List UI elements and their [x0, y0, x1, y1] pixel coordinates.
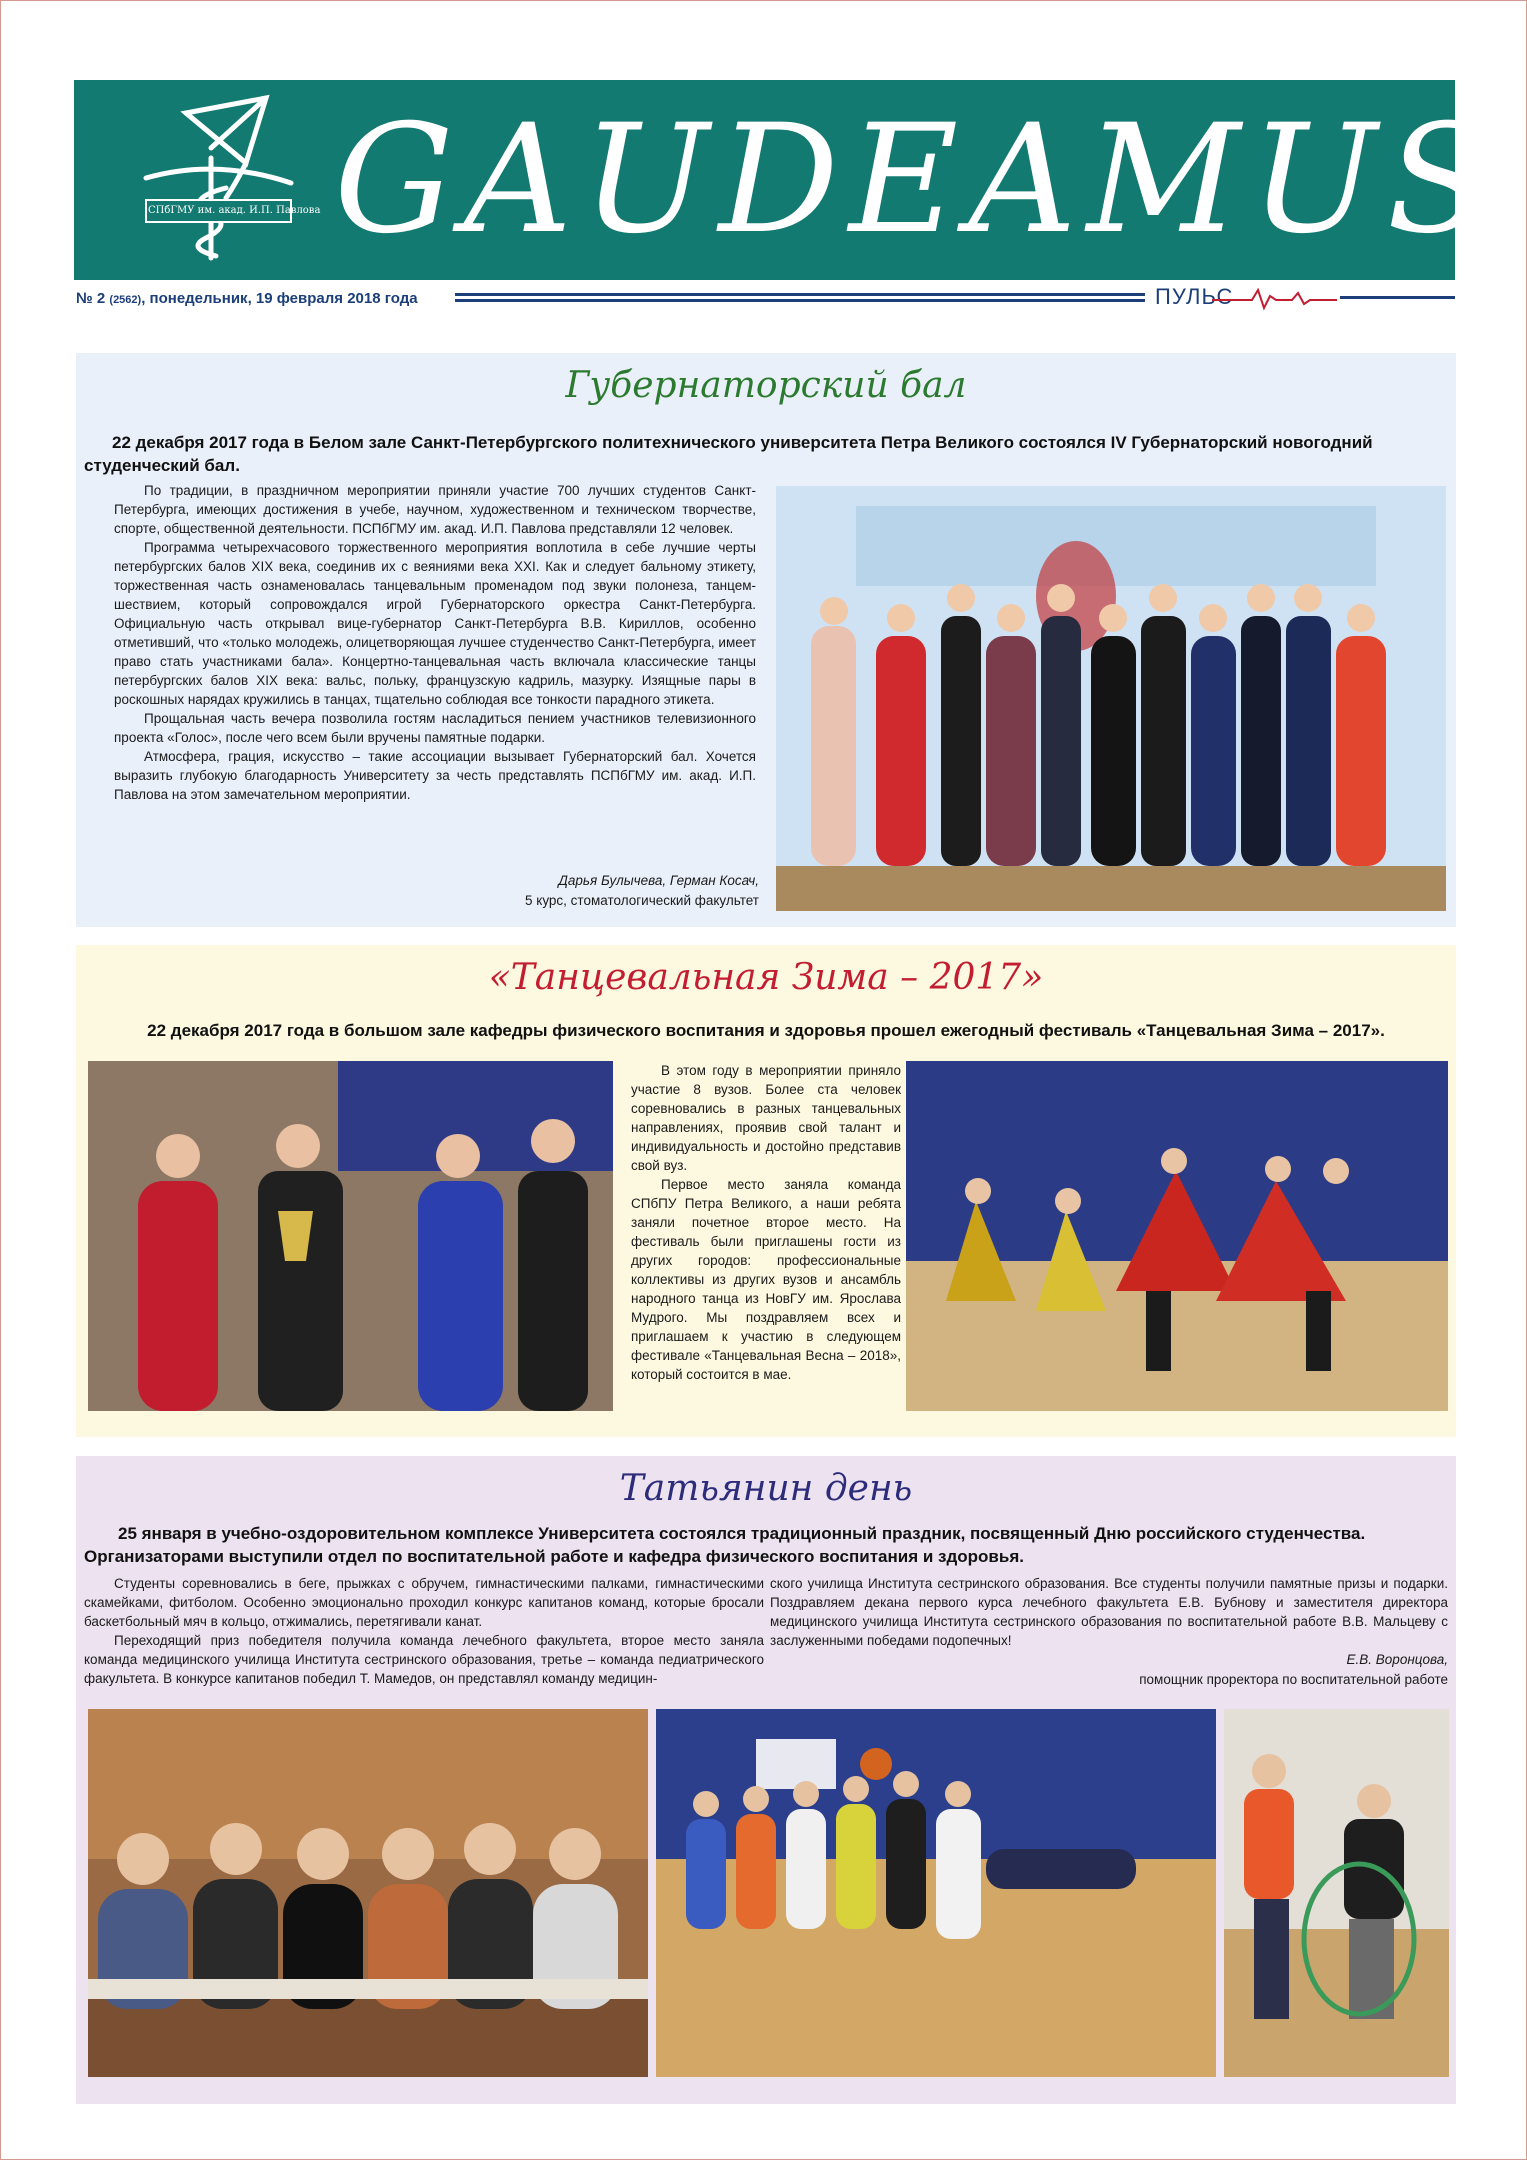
- photo-hoop-race: [1224, 1709, 1449, 2077]
- article-body: [114, 481, 756, 804]
- article-title: «Танцевальная Зима – 2017»: [488, 957, 1044, 998]
- article-body-col2: [770, 1574, 1448, 1650]
- paragraph: Первое место заняла команда СПбПУ Петра Великого, а наши ребята заняли почетное второе место. На фестиваль были приглашены гости из других городов: профессиональные коллективы из других вузов и ансамбль народного танца из НовГУ им. Ярослава Мудрого. Мы поздравляем всех и приглашаем к участию в следующем фестивале «Танцевальная Весна – 2018», который состоится в мае.: [631, 1177, 901, 1382]
- author-info: 5 курс, стоматологический факультет: [525, 893, 759, 908]
- article-dance-winter: [76, 945, 1456, 1437]
- article-byline: [876, 1650, 1448, 1690]
- header-rule-right: [1340, 296, 1455, 299]
- article-body: [631, 1061, 901, 1384]
- photo-gym-game: [656, 1709, 1216, 2077]
- photo-illustration: [88, 1061, 613, 1411]
- paragraph: Прощальная часть вечера позволила гостям насладиться пением участников телевизионного проекта «Голос», после чего всем были вручены памятные подарки.: [114, 711, 756, 745]
- article-title: Татьянин день: [619, 1468, 913, 1509]
- paragraph: Студенты соревновались в беге, прыжках с обручем, гимнастическими палками, гимнастическими скамейками, фитболом. Особенно эмоционально проходил конкурс капитанов команд, которые бросали баскетбольный мяч в кольцо, отжимались, перетягивали канат.: [84, 1576, 764, 1629]
- paragraph: Атмосфера, грация, искусство – такие ассоциации вызывает Губернаторский бал. Хочется выразить глубокую благодарность Университету за честь представлять ПСПбГМУ им. акад. И.П. Павлова на этом замечательном мероприятии.: [114, 749, 756, 802]
- paragraph: ского училища Института сестринского образования. Все студенты получили памятные призы и подарки. Поздравляем декана первого курса лечебного факультета Е.В. Бубнову и заместителя директора медицинского училища Института сестринского образования по воспитательной работе В.В. Мальцеву с заслуженными победами подопечных!: [770, 1576, 1448, 1648]
- photo-illustration: [776, 486, 1446, 911]
- author-name: Дарья Булычева, Герман Косач,: [558, 873, 759, 888]
- article-lead: 22 декабря 2017 года в большом зале кафедры физического воспитания и здоровья прошел ежегодный фестиваль «Танцевальная Зима – 2017».: [147, 1021, 1385, 1040]
- article-lead: 25 января в учебно-оздоровительном комплексе Университета состоялся традиционный праздник, посвященный Дню российского студенчества. Организаторами выступили отдел по воспитательной работе и кафедра физического воспитания и здоровья.: [84, 1524, 1366, 1566]
- group-photo-ball: [776, 486, 1446, 911]
- logo-text: СПбГМУ им. акад. И.П. Павлова: [148, 205, 321, 216]
- section-label: ПУЛЬС: [1155, 284, 1234, 309]
- caduceus-kite-icon: [126, 88, 321, 268]
- photo-illustration: [656, 1709, 1216, 2077]
- photo-illustration: [906, 1061, 1448, 1411]
- masthead: [74, 80, 1500, 280]
- issue-number: № 2: [76, 290, 106, 307]
- article-title: Губернаторский бал: [565, 365, 967, 406]
- photo-illustration: [88, 1709, 648, 2077]
- paragraph: По традиции, в праздничном мероприятии приняли участие 700 лучших студентов Санкт-Петербурга, имеющих достижения в учебе, научном, художественном и техническом творчестве, спорте, общественной деятельности. ПСПбГМУ им. акад. И.П. Павлова представляли 12 человек.: [114, 483, 756, 536]
- author-name: Е.В. Воронцова,: [1346, 1652, 1448, 1667]
- issue-line: [76, 290, 418, 307]
- issue-total-number: (2562): [109, 294, 142, 306]
- author-info: помощник проректора по воспитательной работе: [1139, 1672, 1448, 1687]
- university-logo: [126, 88, 321, 268]
- article-tatiana-day: [76, 1456, 1456, 2104]
- header-rule: [455, 293, 1145, 305]
- heartbeat-icon: [1212, 284, 1337, 312]
- photo-jury-table: [88, 1709, 648, 2077]
- photo-illustration: [1224, 1709, 1449, 2077]
- newspaper-title: GAUDEAMUS: [334, 93, 1500, 267]
- article-lead: 22 декабря 2017 года в Белом зале Санкт-Петербургского политехнического университета Петра Великого состоялся IV Губернаторский новогодний студенческий бал.: [84, 433, 1373, 475]
- paragraph: Переходящий приз победителя получила команда лечебного факультета, второе место заняла команда медицинского училища Института сестринского образования, третье – команда педиатрического факультета. В конкурсе капитанов победил Т. Мамедов, он представлял команду медицин-: [84, 1633, 764, 1686]
- photo-folk-dance: [906, 1061, 1448, 1411]
- issue-date: , понедельник, 19 февраля 2018 года: [141, 290, 418, 307]
- paragraph: Программа четырехчасового торжественного мероприятия воплотила в себе лучшие черты петербургских балов XIX века, соединив их с веяниями века XXI. Как и следует бальному этикету, торжественная часть ознаменовалась танцевальным променадом под звуки полонеза, танцем-шествием, который сопровождался игрой Губернаторского оркестра Санкт-Петербурга. Официальную часть открывал вице-губернатор Санкт-Петербурга В.В. Кириллов, особенно отметивший, что «только молодежь, олицетворяющая лучшее студенчество Санкт-Петербурга, имеет право стать участниками бала». Концертно-танцевальная часть включала классические танцы петербургских балов XIX века: вальс, польку, французскую кадриль, мазурку. Изящные пары в роскошных нарядах кружились в танцах, тщательно соблюдая все тонкости парадного этикета.: [114, 540, 756, 707]
- article-governors-ball: [76, 353, 1456, 927]
- paragraph: В этом году в мероприятии приняло участие 8 вузов. Более ста человек соревновались в разных танцевальных направлениях, проявив свой талант и индивидуальность и достойно представив свой вуз.: [631, 1063, 901, 1173]
- photo-winners-trophy: [88, 1061, 613, 1411]
- article-body-col1: [84, 1574, 764, 1688]
- article-byline: [376, 871, 759, 911]
